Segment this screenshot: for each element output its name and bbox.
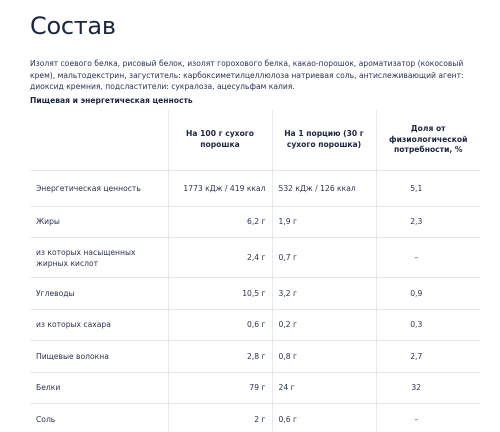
value-per-serving: 532 кДж / 126 ккал xyxy=(272,170,376,206)
header-nutrient xyxy=(30,110,168,170)
value-daily-share: – xyxy=(414,253,419,262)
table-row xyxy=(30,170,480,206)
value-daily-share: 32 xyxy=(411,383,422,393)
table-row xyxy=(30,206,480,238)
nutrient-name: Соль xyxy=(30,404,168,432)
nutrient-name: Энергетическая ценность xyxy=(30,170,168,206)
value-per-100g: 2,4 г xyxy=(168,238,272,278)
page-title: Состав xyxy=(30,12,116,40)
table-header-row xyxy=(30,110,480,170)
nutrition-table xyxy=(30,110,480,432)
nutrient-name: Углеводы xyxy=(30,278,168,310)
value-per-100g: 10,5 г xyxy=(168,278,272,310)
value-daily-share: 5,1 xyxy=(410,183,423,193)
table-row xyxy=(30,309,480,341)
table-row xyxy=(30,278,480,310)
nutrient-name: Пищевые волокна xyxy=(30,341,168,373)
header-daily-share: Доля от физиологической потребности, % xyxy=(376,110,480,170)
value-daily-share: 2,3 xyxy=(410,217,423,227)
value-daily-share: 0,3 xyxy=(410,320,423,330)
table-row xyxy=(30,404,480,432)
value-per-serving: 0,2 г xyxy=(272,309,376,341)
value-per-100g: 2 г xyxy=(168,404,272,432)
nutrient-name: из которых сахара xyxy=(30,309,168,341)
value-per-serving: 0,7 г xyxy=(272,238,376,278)
value-per-100g: 1773 кДж / 419 ккал xyxy=(168,170,272,206)
value-per-serving: 0,6 г xyxy=(272,404,376,432)
value-daily-share: – xyxy=(414,414,419,424)
nutrition-section-title: Пищевая и энергетическая ценность xyxy=(30,96,193,105)
value-per-100g: 6,2 г xyxy=(168,206,272,238)
value-per-serving: 1,9 г xyxy=(272,206,376,238)
nutrient-name: Жиры xyxy=(30,206,168,238)
header-per-100g: На 100 г сухого порошка xyxy=(168,110,272,170)
value-per-100g: 79 г xyxy=(168,372,272,404)
nutrient-name: из которых насыщенных жирных кислот xyxy=(30,238,168,278)
nutrient-name: Белки xyxy=(30,372,168,404)
table-row xyxy=(30,372,480,404)
value-daily-share: 0,9 xyxy=(410,288,423,298)
table-row xyxy=(30,238,480,278)
value-per-serving: 3,2 г xyxy=(272,278,376,310)
value-per-100g: 2,8 г xyxy=(168,341,272,373)
table-row xyxy=(30,341,480,373)
value-per-100g: 0,6 г xyxy=(168,309,272,341)
value-per-serving: 0,8 г xyxy=(272,341,376,373)
value-daily-share: 2,7 xyxy=(410,351,423,361)
header-per-serving: На 1 порцию (30 г сухого порошка) xyxy=(272,110,376,170)
ingredients-text: Изолят соевого белка, рисовый белок, изолят горохового белка, какао-порошок, ароматизатор (кокосовый крем), мальтодекстрин, загуститель: карбоксиметилцеллюлоза натриевая соль, антислеживающий агент: диоксид кремния, подсластители: сукралоза, ацесульфам калия. xyxy=(30,59,464,91)
value-per-serving: 24 г xyxy=(272,372,376,404)
